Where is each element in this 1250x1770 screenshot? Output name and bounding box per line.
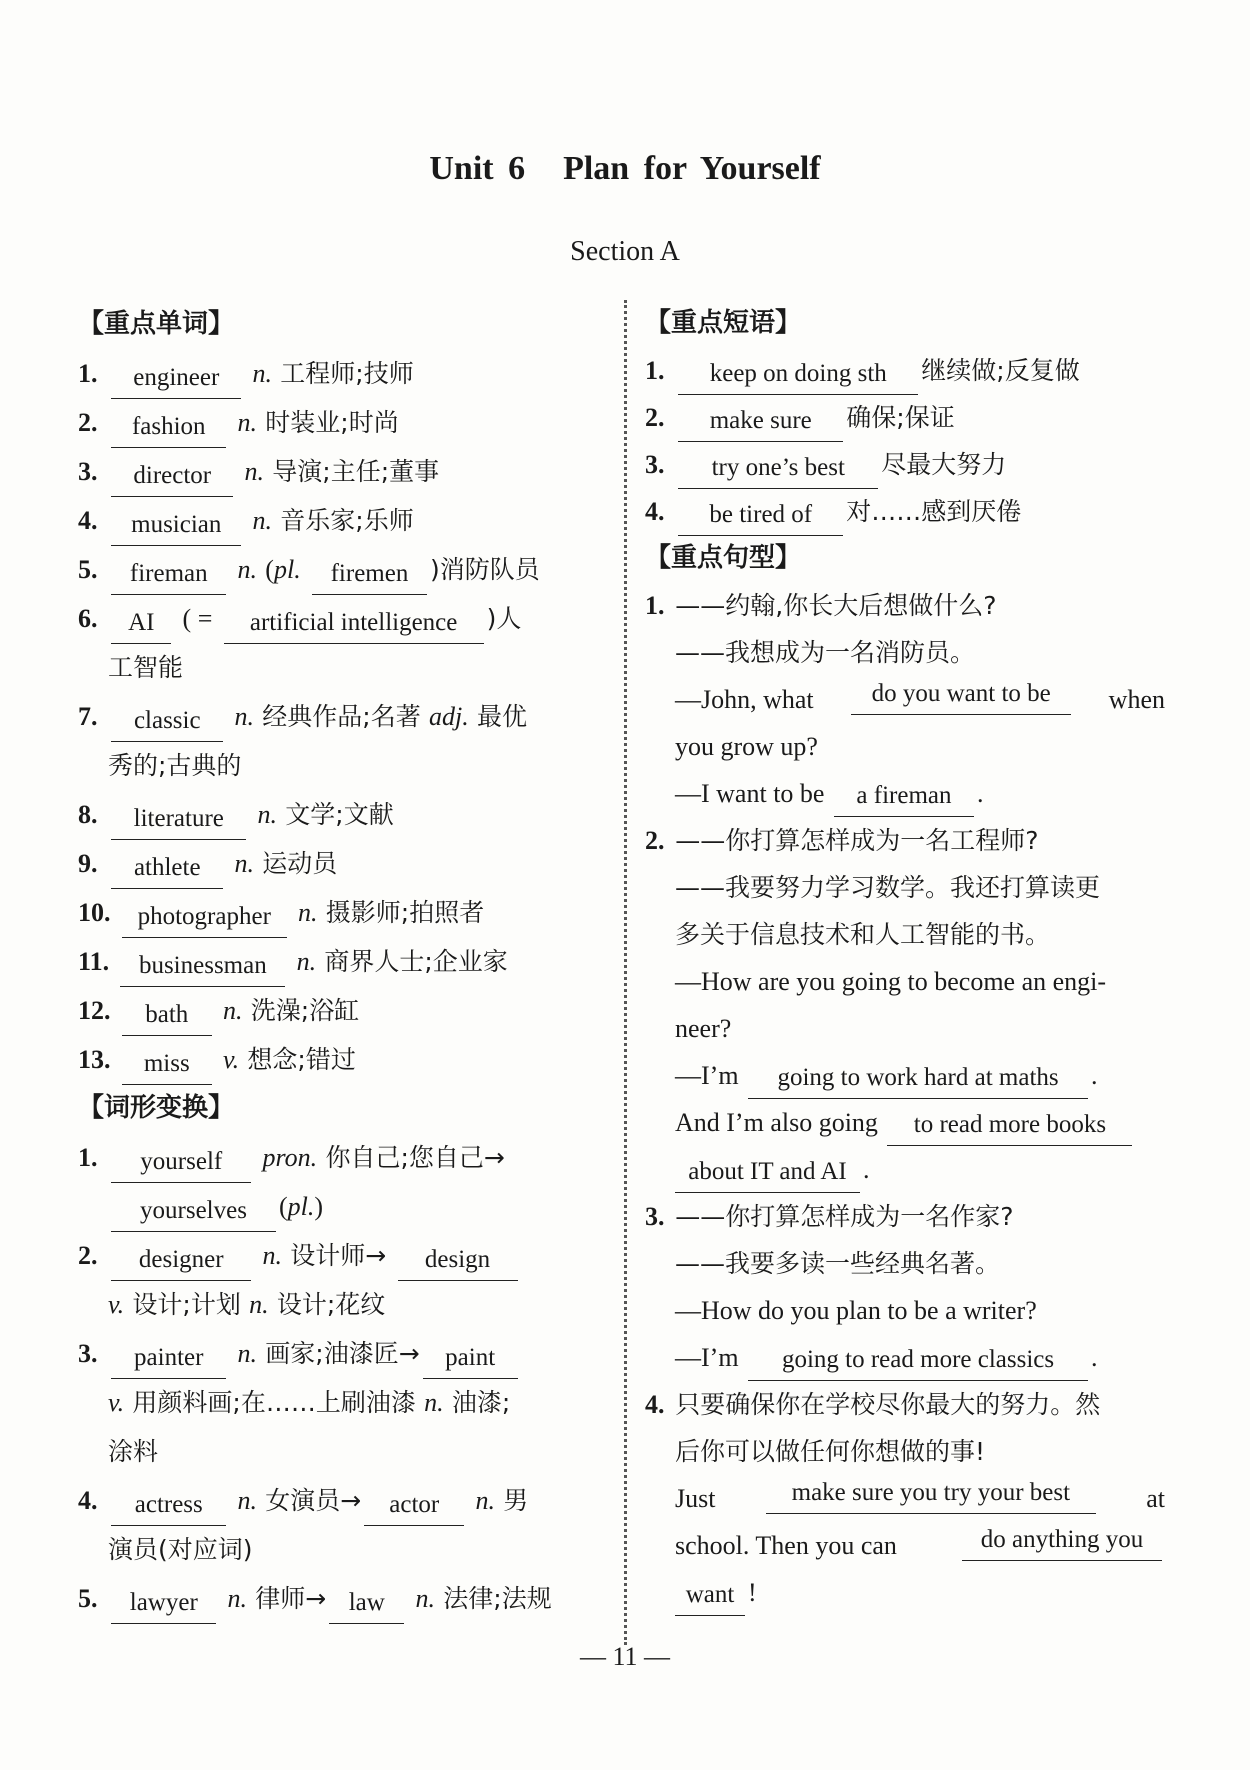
- answer-blank: designer: [111, 1242, 251, 1281]
- unit-name: Plan for Yourself: [563, 150, 821, 187]
- sentence-line: —I want to be a fireman .: [645, 770, 1165, 817]
- sentence-line: —John, what do you want to be when: [645, 676, 1165, 723]
- sentence-line: ——我想成为一名消防员。: [675, 638, 976, 667]
- sentence-line: ——我要多读一些经典名著。: [675, 1249, 1001, 1278]
- answer-blank: painter: [111, 1340, 226, 1379]
- vocab-item: 6. AI ( = artificial intelligence )人: [78, 594, 598, 643]
- answer-blank: try one’s best: [678, 450, 878, 489]
- vocab-item: 5. fireman n. (pl. firemen )消防队员: [78, 545, 598, 594]
- answer-blank: be tired of: [678, 497, 843, 536]
- sentence-item: 2. ——你打算怎样成为一名工程师?: [645, 826, 1039, 855]
- answer-blank: musician: [111, 507, 241, 546]
- form-item: 1. yourself pron. 你自己;您自己→: [78, 1133, 598, 1182]
- answer-blank: to read more books: [887, 1107, 1132, 1146]
- form-item: 3. painter n. 画家;油漆匠→ paint: [78, 1329, 598, 1378]
- sentence-line: —How do you plan to be a writer?: [675, 1296, 1037, 1325]
- vocab-item: 8. literature n. 文学;文献: [78, 790, 598, 839]
- answer-blank: director: [111, 458, 233, 497]
- answer-blank: about IT and AI: [675, 1154, 860, 1193]
- answer-blank: a fireman: [834, 778, 974, 817]
- answer-blank: design: [398, 1242, 518, 1281]
- answer-blank: want: [675, 1577, 745, 1616]
- page-number: — 11 —: [579, 1642, 671, 1671]
- right-column: [645, 300, 1165, 1616]
- sentences-heading: 【重点句型】: [645, 543, 802, 573]
- sentence-line: ——我要努力学习数学。我还打算读更: [675, 873, 1101, 902]
- answer-blank: literature: [111, 801, 246, 840]
- forms-heading: 【词形变换】: [78, 1093, 235, 1123]
- form-item: 4. actress n. 女演员→ actor n. 男: [78, 1476, 598, 1525]
- form-item-continued: v. 设计;计划 n. 设计;花纹: [108, 1290, 386, 1319]
- answer-blank: do anything you: [962, 1522, 1162, 1561]
- answer-blank: artificial intelligence: [224, 605, 484, 644]
- vocab-item: 10. photographer n. 摄影师;拍照者: [78, 888, 598, 937]
- sentence-line: you grow up?: [675, 732, 818, 761]
- sentence-line: —I’m going to read more classics .: [645, 1334, 1165, 1381]
- sentence-line: want !: [645, 1569, 1165, 1616]
- answer-blank: athlete: [111, 850, 223, 889]
- answer-blank: photographer: [122, 899, 287, 938]
- answer-blank: keep on doing sth: [678, 356, 918, 395]
- sentence-line: Just make sure you try your best at: [645, 1475, 1165, 1522]
- answer-blank: actor: [364, 1487, 464, 1526]
- sentence-item: 1. ——约翰,你长大后想做什么?: [645, 591, 997, 620]
- vocab-item: 11. businessman n. 商界人士;企业家: [78, 937, 598, 986]
- vocab-item: 4. musician n. 音乐家;乐师: [78, 496, 598, 545]
- answer-blank: engineer: [111, 360, 241, 399]
- form-item-continued: yourselves (pl.): [78, 1182, 598, 1231]
- form-item: 5. lawyer n. 律师→ law n. 法律;法规: [78, 1574, 598, 1623]
- sentence-item: 3. ——你打算怎样成为一名作家?: [645, 1202, 1014, 1231]
- answer-blank: law: [329, 1585, 404, 1624]
- phrase-item: 4. be tired of 对……感到厌倦: [645, 488, 1165, 535]
- answer-blank: paint: [423, 1340, 518, 1379]
- phrases-heading: 【重点短语】: [645, 308, 802, 338]
- answer-blank: classic: [111, 703, 223, 742]
- sentence-line: 多关于信息技术和人工智能的书。: [675, 920, 1051, 949]
- answer-blank: fireman: [111, 556, 226, 595]
- vocab-item: 13. miss v. 想念;错过: [78, 1035, 598, 1084]
- left-column: [78, 300, 598, 1623]
- unit-title: [0, 150, 1250, 188]
- vocab-heading: 【重点单词】: [78, 309, 235, 339]
- form-item: 2. designer n. 设计师→ design: [78, 1231, 598, 1280]
- column-divider: [624, 300, 627, 1645]
- answer-blank: AI: [111, 605, 171, 644]
- vocab-item: 12. bath n. 洗澡;浴缸: [78, 986, 598, 1035]
- phrase-item: 2. make sure 确保;保证: [645, 394, 1165, 441]
- answer-blank: firemen: [312, 556, 427, 595]
- answer-blank: do you want to be: [851, 676, 1071, 715]
- answer-blank: miss: [122, 1046, 212, 1085]
- form-item-continued: 涂料: [108, 1437, 159, 1466]
- unit-number: Unit 6: [429, 150, 526, 187]
- form-item-continued: 演员(对应词): [108, 1535, 253, 1564]
- answer-blank: going to read more classics: [748, 1342, 1088, 1381]
- answer-blank: businessman: [120, 948, 285, 987]
- answer-blank: fashion: [111, 409, 226, 448]
- answer-blank: make sure you try your best: [766, 1475, 1096, 1514]
- vocab-item-continued: 秀的;古典的: [108, 751, 242, 780]
- answer-blank: yourselves: [111, 1193, 276, 1232]
- vocab-item-continued: 工智能: [108, 653, 184, 682]
- answer-blank: make sure: [678, 403, 843, 442]
- sentence-line: 后你可以做任何你想做的事!: [675, 1437, 986, 1466]
- sentence-line: school. Then you can do anything you: [645, 1522, 1165, 1569]
- answer-blank: actress: [111, 1487, 226, 1526]
- vocab-item: 9. athlete n. 运动员: [78, 839, 598, 888]
- vocab-item: 3. director n. 导演;主任;董事: [78, 447, 598, 496]
- sentence-line: And I’m also going to read more books: [645, 1099, 1165, 1146]
- answer-blank: going to work hard at maths: [748, 1060, 1088, 1099]
- sentence-line: —How are you going to become an engi-: [675, 967, 1107, 996]
- sentence-item: 4. 只要确保你在学校尽你最大的努力。然: [645, 1390, 1101, 1419]
- answer-blank: bath: [122, 997, 212, 1036]
- phrase-item: 3. try one’s best 尽最大努力: [645, 441, 1165, 488]
- phrase-item: 1. keep on doing sth 继续做;反复做: [645, 347, 1165, 394]
- answer-blank: yourself: [111, 1144, 251, 1183]
- vocab-item: 2. fashion n. 时装业;时尚: [78, 398, 598, 447]
- form-item-continued: v. 用颜料画;在……上刷油漆 n. 油漆;: [108, 1388, 511, 1417]
- sentence-line: about IT and AI .: [645, 1146, 1165, 1193]
- sentence-line: —I’m going to work hard at maths .: [645, 1052, 1165, 1099]
- vocab-item: 1. engineer n. 工程师;技师: [78, 349, 598, 398]
- answer-blank: lawyer: [111, 1585, 216, 1624]
- vocab-item: 7. classic n. 经典作品;名著 adj. 最优: [78, 692, 598, 741]
- section-title: Section A: [570, 236, 680, 267]
- sentence-line: neer?: [675, 1014, 732, 1043]
